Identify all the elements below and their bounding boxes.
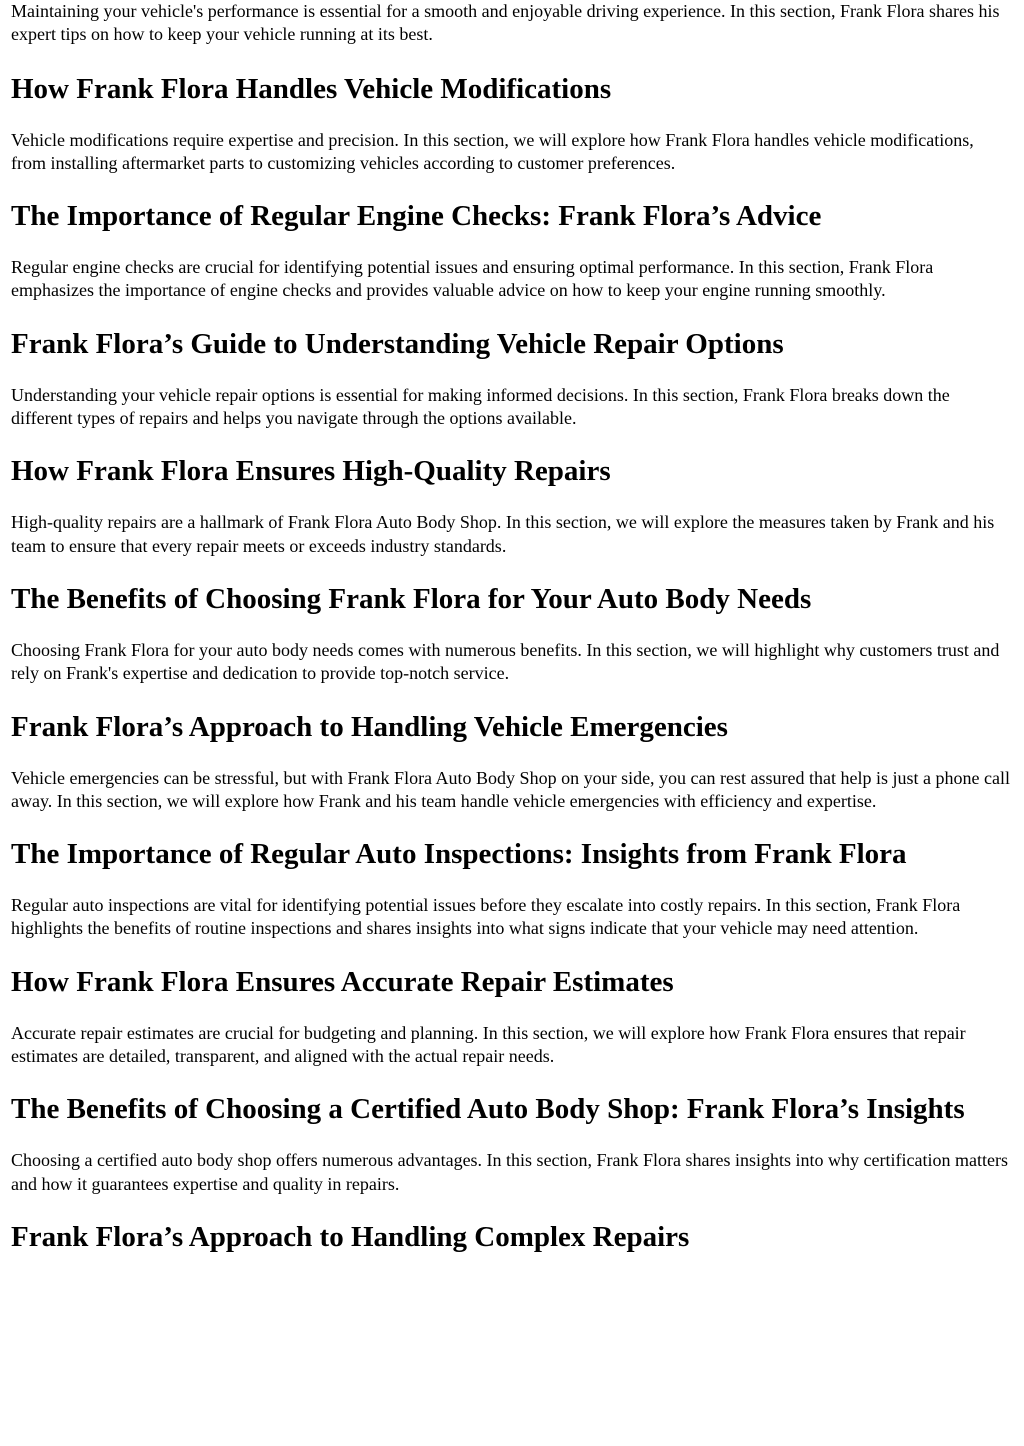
- section-heading: How Frank Flora Handles Vehicle Modifications: [11, 72, 612, 105]
- section-certified-shop: [11, 1092, 1011, 1196]
- section-heading: Frank Flora’s Approach to Handling Vehicle Emergencies: [11, 710, 728, 743]
- section-paragraph: Regular auto inspections are vital for identifying potential issues before they escalate into costly repairs. In this section, Frank Flora highlights the benefits of routine inspections and shares insights into what signs indicate that your vehicle may need attention.: [11, 895, 961, 939]
- section-paragraph: Regular engine checks are crucial for identifying potential issues and ensuring optimal performance. In this section, Frank Flora emphasizes the importance of engine checks and provides valuable advice on how to keep your engine running smoothly.: [11, 257, 934, 301]
- section-paragraph: Understanding your vehicle repair options is essential for making informed decisions. In this section, Frank Flora breaks down the different types of repairs and helps you navigate through the options available.: [11, 384, 950, 429]
- document-page: [11, 0, 1011, 1254]
- section-heading: The Importance of Regular Engine Checks: Frank Flora’s Advice: [11, 200, 822, 233]
- intro-paragraph: Maintaining your vehicle's performance is essential for a smooth and enjoyable driving experience. In this section, Frank Flora shares his expert tips on how to keep your vehicle running at its best.: [11, 1, 1000, 45]
- section-vehicle-emergencies: [11, 710, 1011, 814]
- section-heading: The Benefits of Choosing Frank Flora for Your Auto Body Needs: [11, 582, 812, 615]
- section-heading: The Benefits of Choosing a Certified Auto Body Shop: Frank Flora’s Insights: [11, 1093, 965, 1126]
- section-engine-checks: [11, 199, 1011, 303]
- section-auto-inspections: [11, 837, 1011, 941]
- section-complex-repairs: [11, 1220, 1011, 1254]
- section-paragraph: Vehicle emergencies can be stressful, but with Frank Flora Auto Body Shop on your side, you can rest assured that help is just a phone call away. In this section, we will explore how Frank and his team handle vehicle emergencies with efficiency and expertise.: [11, 767, 1010, 811]
- section-heading: Frank Flora’s Approach to Handling Complex Repairs: [11, 1220, 690, 1253]
- section-benefits-auto-body: [11, 582, 1011, 686]
- section-paragraph: Accurate repair estimates are crucial for budgeting and planning. In this section, we will explore how Frank Flora ensures that repair estimates are detailed, transparent, and aligned with the actual repair needs.: [11, 1022, 966, 1067]
- section-heading: Frank Flora’s Guide to Understanding Vehicle Repair Options: [11, 327, 784, 360]
- section-high-quality-repairs: [11, 454, 1011, 558]
- section-heading: How Frank Flora Ensures High-Quality Repairs: [11, 455, 611, 488]
- section-vehicle-modifications: [11, 72, 1011, 176]
- section-heading: How Frank Flora Ensures Accurate Repair Estimates: [11, 965, 674, 998]
- section-heading: The Importance of Regular Auto Inspections: Insights from Frank Flora: [11, 838, 907, 871]
- section-paragraph: Choosing a certified auto body shop offers numerous advantages. In this section, Frank Flora shares insights into why certification matters and how it guarantees expertise and quality in repairs.: [11, 1150, 1008, 1194]
- section-paragraph: Choosing Frank Flora for your auto body needs comes with numerous benefits. In this section, we will highlight why customers trust and rely on Frank's expertise and dedication to provide top-notch service.: [11, 639, 1000, 684]
- section-paragraph: High-quality repairs are a hallmark of Frank Flora Auto Body Shop. In this section, we will explore the measures taken by Frank and his team to ensure that every repair meets or exceeds industry standards.: [11, 512, 995, 556]
- section-repair-estimates: [11, 965, 1011, 1069]
- section-paragraph: Vehicle modifications require expertise and precision. In this section, we will explore how Frank Flora handles vehicle modifications, from installing aftermarket parts to customizing vehicles according to customer preferences.: [11, 129, 974, 173]
- section-repair-options: [11, 327, 1011, 431]
